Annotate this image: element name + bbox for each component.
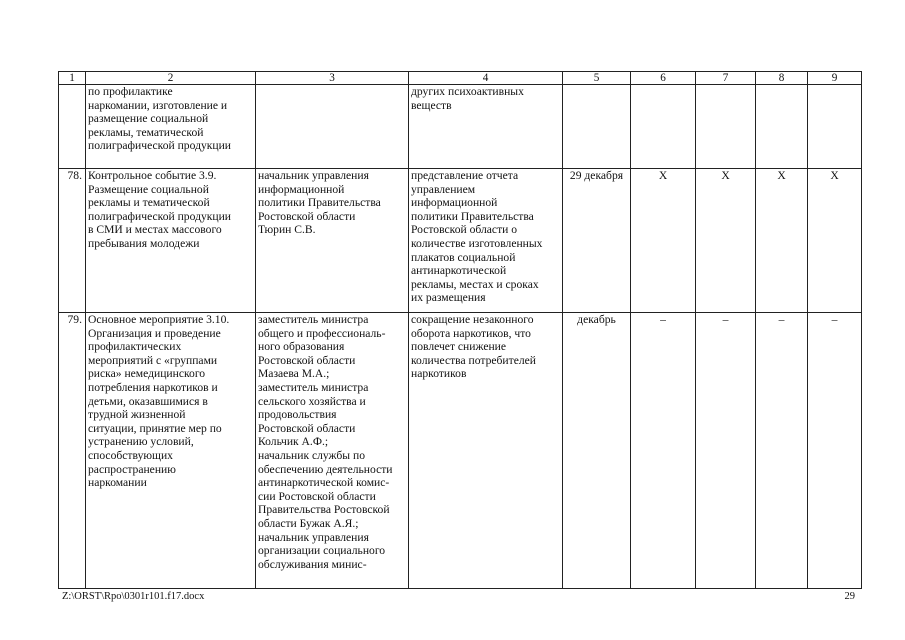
activity-cell: по профилактике наркомании, изготовление и размещение социальной рекламы, тематической полиграфической продукции xyxy=(86,85,256,169)
column-header: 9 xyxy=(808,72,862,85)
column-header: 1 xyxy=(59,72,86,85)
value-cell: – xyxy=(631,313,696,589)
value-cell xyxy=(696,85,756,169)
value-cell: X xyxy=(696,169,756,313)
column-header: 3 xyxy=(256,72,409,85)
column-header: 5 xyxy=(563,72,631,85)
column-header: 8 xyxy=(756,72,808,85)
column-header: 2 xyxy=(86,72,256,85)
value-cell: – xyxy=(756,313,808,589)
value-cell: X xyxy=(631,169,696,313)
row-number: 79. xyxy=(59,313,86,589)
deadline-cell xyxy=(563,85,631,169)
column-header: 4 xyxy=(409,72,563,85)
table-row xyxy=(59,85,862,169)
deadline-cell: 29 декабря xyxy=(563,169,631,313)
result-cell: других психоактивных веществ xyxy=(409,85,563,169)
value-cell xyxy=(631,85,696,169)
responsible-cell xyxy=(256,85,409,169)
deadline-cell: декабрь xyxy=(563,313,631,589)
responsible-cell: заместитель министра общего и профессиональ- ного образования Ростовской области Мазаева М.А.; заместитель министра сельского хозяйства и продовольствия Ростовской области Кольчик А.Ф.; начальник службы по обеспечению деятельности антинаркотической комис- сии Ростовской области Правительства Ростовской области Бужак А.Я.; начальник управления организации социального обслуживания минис- xyxy=(256,313,409,589)
file-path: Z:\ORST\Rpo\0301r101.f17.docx xyxy=(62,591,205,602)
row-number: 78. xyxy=(59,169,86,313)
responsible-cell: начальник управления информационной политики Правительства Ростовской области Тюрин С.В. xyxy=(256,169,409,313)
header-row xyxy=(59,72,862,85)
value-cell xyxy=(756,85,808,169)
value-cell xyxy=(808,85,862,169)
result-cell: сокращение незаконного оборота наркотиков, что повлечет снижение количества потребителей наркотиков xyxy=(409,313,563,589)
plan-table xyxy=(58,71,862,589)
value-cell: – xyxy=(696,313,756,589)
table-row xyxy=(59,313,862,589)
value-cell: X xyxy=(756,169,808,313)
result-cell: представление отчета управлением информационной политики Правительства Ростовской области о количестве изготовленных плакатов социальной антинаркотической рекламы, местах и сроках их размещения xyxy=(409,169,563,313)
row-number xyxy=(59,85,86,169)
activity-cell: Основное мероприятие 3.10. Организация и проведение профилактических мероприятий с «группами риска» немедицинского потребления наркотиков и детьми, оказавшимися в трудной жизненной ситуации, принятие мер по устранению условий, способствующих распространению наркомании xyxy=(86,313,256,589)
value-cell: – xyxy=(808,313,862,589)
table-row xyxy=(59,169,862,313)
column-header: 7 xyxy=(696,72,756,85)
column-header: 6 xyxy=(631,72,696,85)
page-number: 29 xyxy=(844,591,855,602)
value-cell: X xyxy=(808,169,862,313)
activity-cell: Контрольное событие 3.9. Размещение социальной рекламы и тематической полиграфической продукции в СМИ и местах массового пребывания молодежи xyxy=(86,169,256,313)
